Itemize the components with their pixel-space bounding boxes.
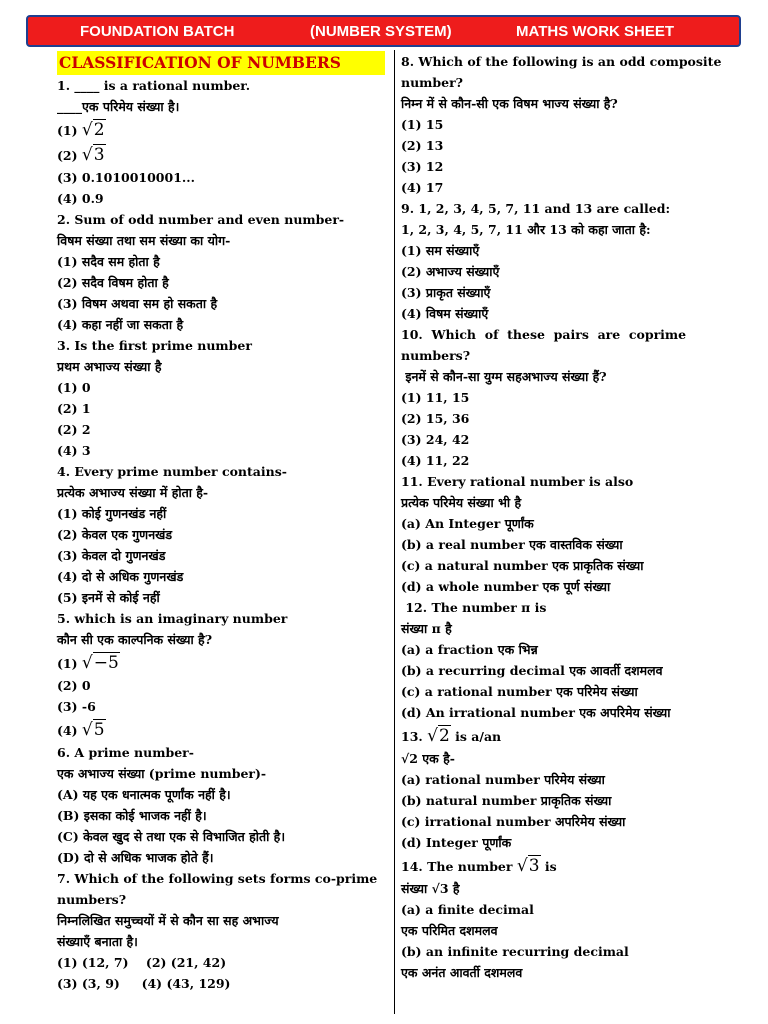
option: (2) सदैव विषम होता है (57, 275, 169, 290)
question-8 (401, 51, 737, 198)
option: (3) 24, 42 (401, 432, 470, 447)
question-4 (57, 461, 391, 608)
option: (4) 3 (57, 443, 91, 458)
option: (1) 11, 15 (401, 390, 470, 405)
option: (4) 11, 22 (401, 453, 470, 468)
option: (a) rational number परिमेय संख्या (401, 772, 605, 787)
option: (2) 1 (57, 401, 91, 416)
question-text: 13. √2 is a/an (401, 726, 502, 746)
question-text: 14. The number √3 is (401, 856, 557, 876)
sqrt-symbol: √3 (516, 856, 540, 876)
question-1 (57, 75, 391, 209)
question-text-hindi: विषम संख्या तथा सम संख्या का योग- (57, 233, 231, 248)
header-batch: FOUNDATION BATCH (80, 23, 235, 40)
question-9 (401, 198, 737, 324)
question-text: 12. The number π is (401, 600, 547, 615)
option: (4) 17 (401, 180, 444, 195)
option: (3) प्राकृत संख्याएँ (401, 285, 491, 300)
question-text-hindi: प्रत्येक परिमेय संख्या भी है (401, 495, 522, 510)
option: (c) a natural number एक प्राकृतिक संख्या (401, 558, 644, 573)
sqrt-symbol: √2 (427, 726, 450, 746)
question-7 (57, 868, 391, 994)
option: (B) इसका कोई भाजक नहीं है। (57, 808, 207, 823)
question-11 (401, 471, 737, 597)
question-14 (401, 853, 737, 983)
option: (1) सदैव सम होता है (57, 254, 160, 269)
option: (a) An Integer पूर्णांक (401, 516, 534, 531)
option: (4) √5 (57, 720, 105, 740)
option: (1) √−5 (57, 653, 119, 673)
question-13 (401, 723, 737, 853)
option: (3) 0.1010010001... (57, 170, 195, 185)
left-column (57, 51, 391, 994)
header-title: MATHS WORK SHEET (516, 23, 675, 40)
question-10 (401, 324, 737, 471)
option: (1) 15 (401, 117, 444, 132)
question-12 (401, 597, 737, 723)
question-text: 7. Which of the following sets forms co-prime (57, 871, 378, 886)
option: (2) 15, 36 (401, 411, 470, 426)
option: (2) √3 (57, 145, 105, 165)
option: (3) -6 (57, 699, 96, 714)
question-text: 8. Which of the following is an odd composite (401, 54, 722, 69)
section-heading: CLASSIFICATION OF NUMBERS (57, 51, 385, 75)
question-text-hindi: निम्नलिखित समुच्चयों में से कौन सा सह अभाज्य (57, 913, 279, 928)
question-text: 10. Which of these pairs are coprime (401, 327, 687, 342)
sqrt-symbol: √−5 (81, 653, 119, 673)
option: (b) a recurring decimal एक आवर्ती दशमलव (401, 663, 663, 678)
question-text-hindi: प्रथम अभाज्य संख्या है (57, 359, 162, 374)
question-5 (57, 608, 391, 742)
question-text: 9. 1, 2, 3, 4, 5, 7, 11 and 13 are called: (401, 201, 671, 216)
option: (2) 2 (57, 422, 91, 437)
option: (3) केवल दो गुणनखंड (57, 548, 166, 563)
question-text-hindi: इनमें से कौन-सा युग्म सहअभाज्य संख्या हैं? (401, 369, 607, 384)
question-text-hindi: कौन सी एक काल्पनिक संख्या है? (57, 632, 213, 647)
option: (d) a whole number एक पूर्ण संख्या (401, 579, 611, 594)
question-text-hindi: √2 एक है- (401, 751, 455, 766)
option: (1) √2 (57, 120, 105, 140)
question-text: 3. Is the first prime number (57, 338, 252, 353)
option-hindi: एक अनंत आवर्ती दशमलव (401, 965, 523, 980)
question-text-hindi: प्रत्येक अभाज्य संख्या में होता है- (57, 485, 209, 500)
question-2 (57, 209, 391, 335)
option: (2) 13 (401, 138, 444, 153)
question-text-hindi: संख्याएँ बनाता है। (57, 934, 138, 949)
sqrt-symbol: √2 (81, 120, 105, 140)
option-row: (1) (12, 7) (2) (21, 42) (57, 955, 227, 970)
option: (4) विषम संख्याएँ (401, 306, 489, 321)
column-divider (394, 50, 395, 1014)
option: (A) यह एक धनात्मक पूर्णांक नहीं है। (57, 787, 231, 802)
option: (2) अभाज्य संख्याएँ (401, 264, 500, 279)
option: (c) irrational number अपरिमेय संख्या (401, 814, 626, 829)
option: (1) 0 (57, 380, 91, 395)
option: (5) इनमें से कोई नहीं (57, 590, 160, 605)
option: (2) 0 (57, 678, 91, 693)
option: (1) सम संख्याएँ (401, 243, 480, 258)
question-text: 5. which is an imaginary number (57, 611, 288, 626)
question-3 (57, 335, 391, 461)
option: (1) कोई गुणनखंड नहीं (57, 506, 167, 521)
question-text-hindi: एक अभाज्य संख्या (prime number)- (57, 766, 267, 781)
option: (4) 0.9 (57, 191, 104, 206)
option: (b) a real number एक वास्तविक संख्या (401, 537, 623, 552)
option: (2) केवल एक गुणनखंड (57, 527, 173, 542)
question-text: 4. Every prime number contains- (57, 464, 287, 479)
question-text: 6. A prime number- (57, 745, 194, 760)
question-text-hindi: संख्या √3 है (401, 881, 460, 896)
option: (3) विषम अथवा सम हो सकता है (57, 296, 218, 311)
option: (a) a fraction एक भिन्न (401, 642, 538, 657)
option: (3) 12 (401, 159, 444, 174)
option: (C) केवल खुद से तथा एक से विभाजित होती है। (57, 829, 286, 844)
header-topic: (NUMBER SYSTEM) (310, 23, 452, 40)
option: (b) natural number प्राकृतिक संख्या (401, 793, 612, 808)
question-text-hindi: निम्न में से कौन-सी एक विषम भाज्य संख्या है? (401, 96, 618, 111)
option: (D) दो से अधिक भाजक होते हैं। (57, 850, 214, 865)
sqrt-symbol: √3 (81, 145, 105, 165)
option: (c) a rational number एक परिमेय संख्या (401, 684, 638, 699)
question-text-hindi: 1, 2, 3, 4, 5, 7, 11 और 13 को कहा जाता है: (401, 222, 651, 237)
option: (4) कहा नहीं जा सकता है (57, 317, 184, 332)
header-banner (26, 15, 741, 47)
question-text: 11. Every rational number is also (401, 474, 634, 489)
question-text: 1. ____ is a rational number. (57, 78, 251, 93)
option-row: (3) (3, 9) (4) (43, 129) (57, 976, 231, 991)
question-text: numbers? (57, 892, 127, 907)
option: (a) a finite decimal (401, 902, 534, 917)
option-hindi: एक परिमित दशमलव (401, 923, 498, 938)
question-text: number? (401, 75, 464, 90)
option: (d) An irrational number एक अपरिमेय संख्या (401, 705, 671, 720)
question-text: 2. Sum of odd number and even number- (57, 212, 345, 227)
option: (4) दो से अधिक गुणनखंड (57, 569, 184, 584)
sqrt-symbol: √5 (81, 720, 105, 740)
question-6 (57, 742, 391, 868)
right-column (401, 51, 737, 983)
question-text-hindi: ____एक परिमेय संख्या है। (57, 99, 180, 114)
question-text-hindi: संख्या π है (401, 621, 452, 636)
question-text: numbers? (401, 348, 471, 363)
option: (b) an infinite recurring decimal (401, 944, 629, 959)
option: (d) Integer पूर्णांक (401, 835, 512, 850)
